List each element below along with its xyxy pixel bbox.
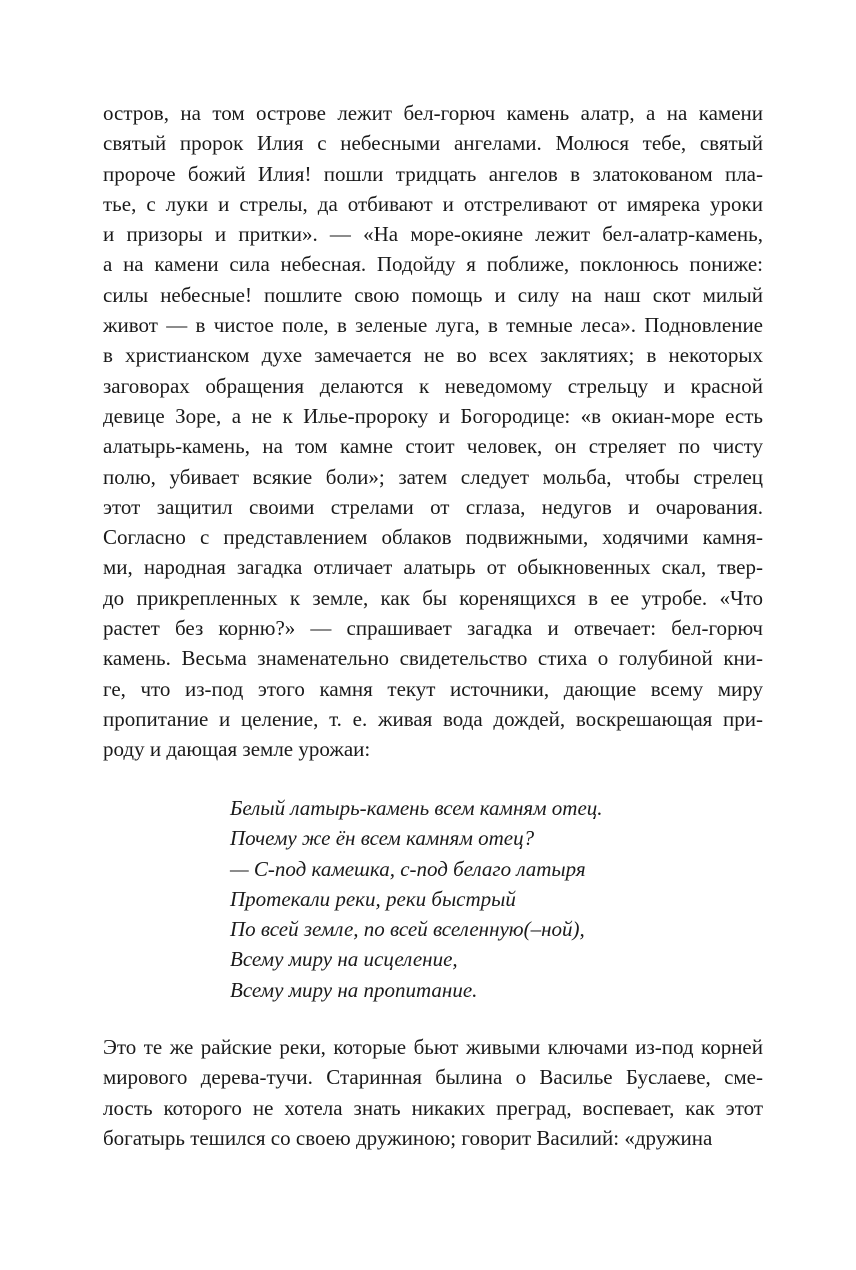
text-line: мирового дерева-тучи. Старинная былина о Василье Буслаеве, сме- — [103, 1065, 763, 1090]
text-line: и призоры и притки». — «На море-окияне лежит бел-алатр-камень, — [103, 222, 763, 247]
text-line: в христианском духе замечается не во всех заклятиях; в некоторых — [103, 343, 763, 368]
text-line: пропитание и целение, т. е. живая вода дождей, воскрешающая при- — [103, 706, 763, 731]
text-line: алатырь-камень, на том камне стоит человек, он стреляет по чисту — [103, 434, 763, 459]
text-line: Согласно с представлением облаков подвижными, ходячими камня- — [103, 525, 763, 550]
verse-line: Протекали реки, реки быстрый — [230, 886, 516, 911]
text-line: полю, убивает всякие боли»; затем следует мольба, чтобы стрелец — [103, 464, 763, 489]
text-line: ми, народная загадка отличает алатырь от обыкновенных скал, твер- — [103, 555, 763, 580]
verse-quote — [230, 793, 650, 1005]
verse-line: Всему миру на исцеление, — [230, 947, 458, 972]
text-line: растет без корню?» — спрашивает загадка и отвечает: бел-горюч — [103, 616, 763, 641]
text-line: девице Зоре, а не к Илье-пророку и Богородице: «в окиан-море есть — [103, 403, 763, 428]
text-line: ге, что из-под этого камня текут источники, дающие всему миру — [103, 676, 763, 701]
text-line: силы небесные! пошлите свою помощь и силу на наш скот милый — [103, 282, 763, 307]
verse-line: — С-под камешка, с-под белаго латыря — [230, 856, 586, 881]
text-line: камень. Весьма знаменательно свидетельство стиха о голубиной кни- — [103, 646, 763, 671]
verse-line: Почему же ён всем камням отец? — [230, 826, 535, 851]
text-line: до прикрепленных к земле, как бы коренящихся в ее утробе. «Что — [103, 585, 763, 610]
text-line: Это те же райские реки, которые бьют живыми ключами из-под корней — [103, 1035, 763, 1059]
paragraph-1 — [103, 98, 763, 765]
text-line: богатырь тешился со своею дружиною; говорит Василий: «дружина — [103, 1125, 713, 1150]
text-line: этот защитил своими стрелами от сглаза, недугов и очарования. — [103, 494, 763, 519]
text-line: тье, с луки и стрелы, да отбивают и отстреливают от имярека уроки — [103, 191, 763, 216]
text-line: живот — в чистое поле, в зеленые луга, в темные леса». Подновление — [103, 313, 763, 338]
text-line: заговорах обращения делаются к неведомому стрельцу и красной — [103, 373, 763, 398]
text-line: остров, на том острове лежит бел-горюч камень алатр, а на камени — [103, 101, 763, 125]
verse-line: Белый латырь-камень всем камням отец. — [230, 796, 603, 820]
text-line: лость которого не хотела знать никаких преград, воспевает, как этот — [103, 1095, 763, 1120]
text-line: роду и дающая земле урожаи: — [103, 737, 371, 762]
verse-line: По всей земле, по всей вселенную(–ной), — [230, 917, 585, 942]
text-line: пророче божий Илия! пошли тридцать ангелов в златокованом пла- — [103, 161, 763, 186]
text-line: а на камени сила небесная. Подойду я поближе, поклонюсь пониже: — [103, 252, 763, 277]
text-line: святый пророк Илия с небесными ангелами. Молюся тебе, святый — [103, 131, 763, 156]
paragraph-2 — [103, 1032, 763, 1153]
verse-line: Всему миру на пропитание. — [230, 977, 478, 1002]
